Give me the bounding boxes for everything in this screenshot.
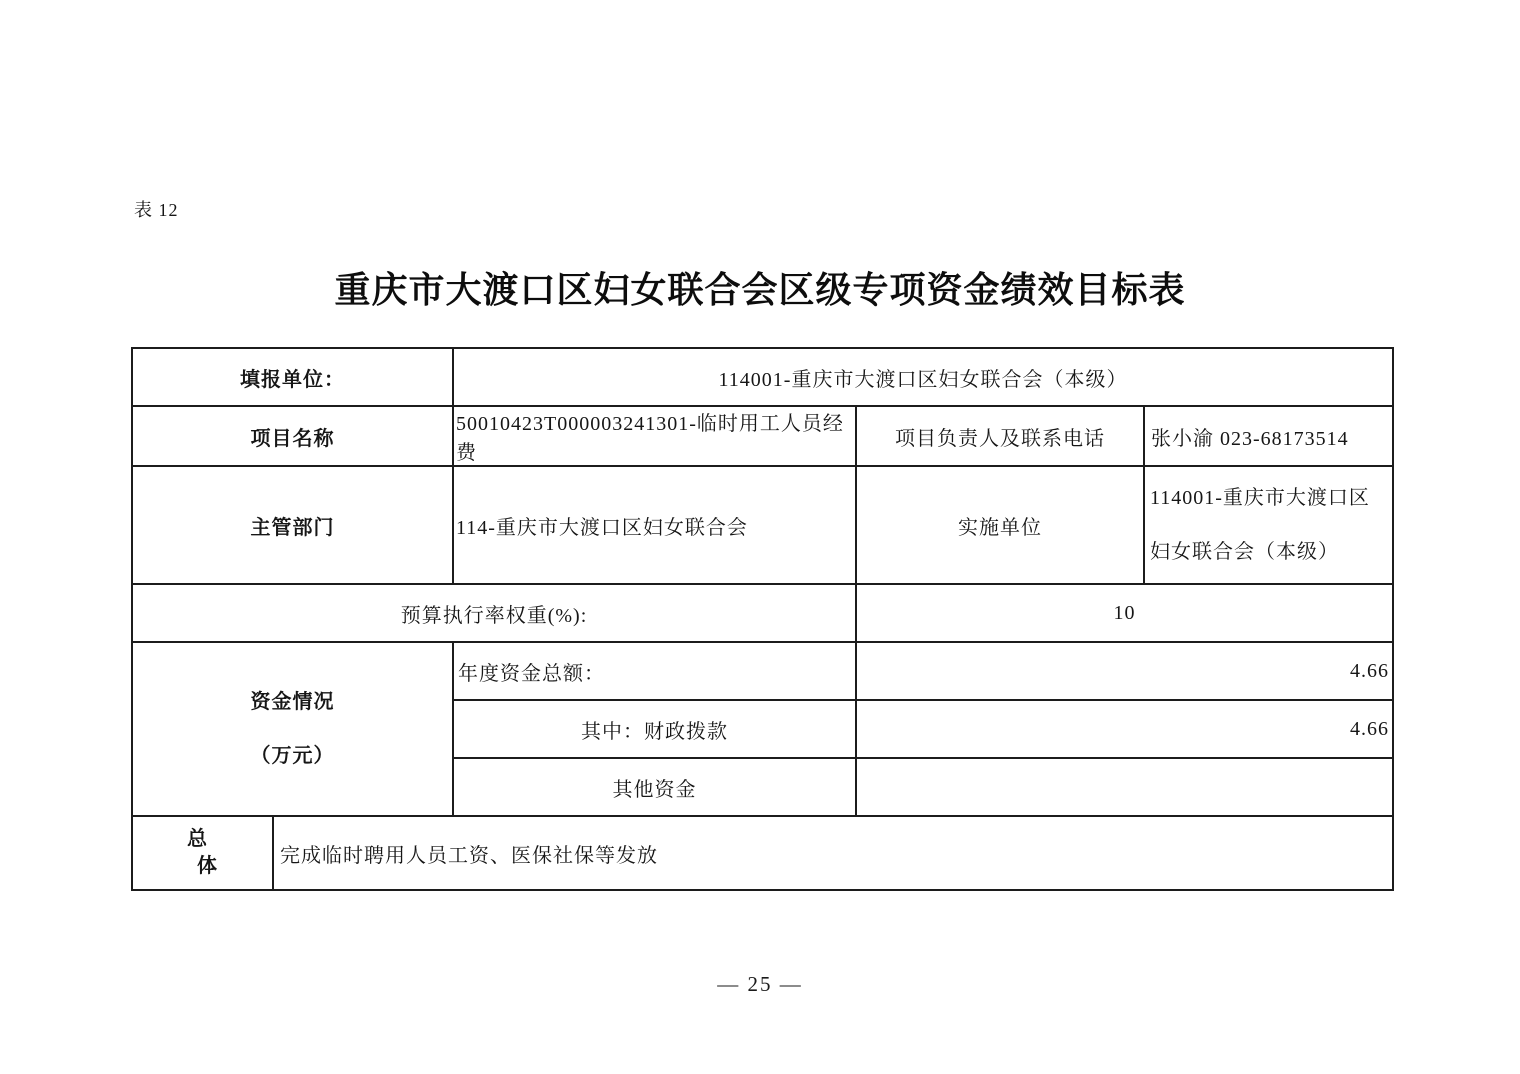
overall-goal-label-line2: 体 (197, 855, 218, 877)
funding-section-label-line1: 资金情况 (250, 691, 335, 713)
table-row (132, 584, 1393, 642)
implementing-unit-value: 114001-重庆市大渡口区妇女联合会（本级） (1144, 466, 1393, 584)
page-number: — 25 — (717, 972, 803, 996)
overall-goal-label-line1: 总 (187, 828, 208, 850)
table-number-label: 表 12 (134, 200, 179, 220)
project-leader-value: 张小渝 023-68173514 (1144, 406, 1393, 466)
table-row (132, 348, 1393, 406)
budget-execution-weight-label: 预算执行率权重(%): (132, 584, 856, 642)
annual-fund-total-value: 4.66 (856, 642, 1393, 700)
table-row (132, 406, 1393, 466)
fiscal-appropriation-value: 4.66 (856, 700, 1393, 758)
performance-target-table (131, 347, 1394, 891)
filling-unit-value: 114001-重庆市大渡口区妇女联合会（本级） (453, 348, 1393, 406)
funding-section-label (132, 642, 453, 816)
overall-goal-value: 完成临时聘用人员工资、医保社保等发放 (273, 816, 1393, 890)
table-row (132, 816, 1393, 890)
page-title: 重庆市大渡口区妇女联合会区级专项资金绩效目标表 (334, 270, 1186, 310)
project-name-label: 项目名称 (132, 406, 453, 466)
other-funds-label: 其他资金 (453, 758, 856, 816)
overall-goal-label (132, 816, 273, 890)
department-label: 主管部门 (132, 466, 453, 584)
fiscal-appropriation-label: 其中：财政拨款 (453, 700, 856, 758)
budget-execution-weight-value: 10 (856, 584, 1393, 642)
table-row (132, 642, 1393, 700)
annual-fund-total-label: 年度资金总额： (453, 642, 856, 700)
funding-section-label-line2: （万元） (250, 745, 335, 767)
project-name-value: 50010423T000003241301-临时用工人员经费 (453, 406, 856, 466)
filling-unit-label: 填报单位： (132, 348, 453, 406)
other-funds-value (856, 758, 1393, 816)
department-value: 114-重庆市大渡口区妇女联合会 (453, 466, 856, 584)
project-leader-label: 项目负责人及联系电话 (856, 406, 1144, 466)
table-row (132, 466, 1393, 584)
implementing-unit-label: 实施单位 (856, 466, 1144, 584)
